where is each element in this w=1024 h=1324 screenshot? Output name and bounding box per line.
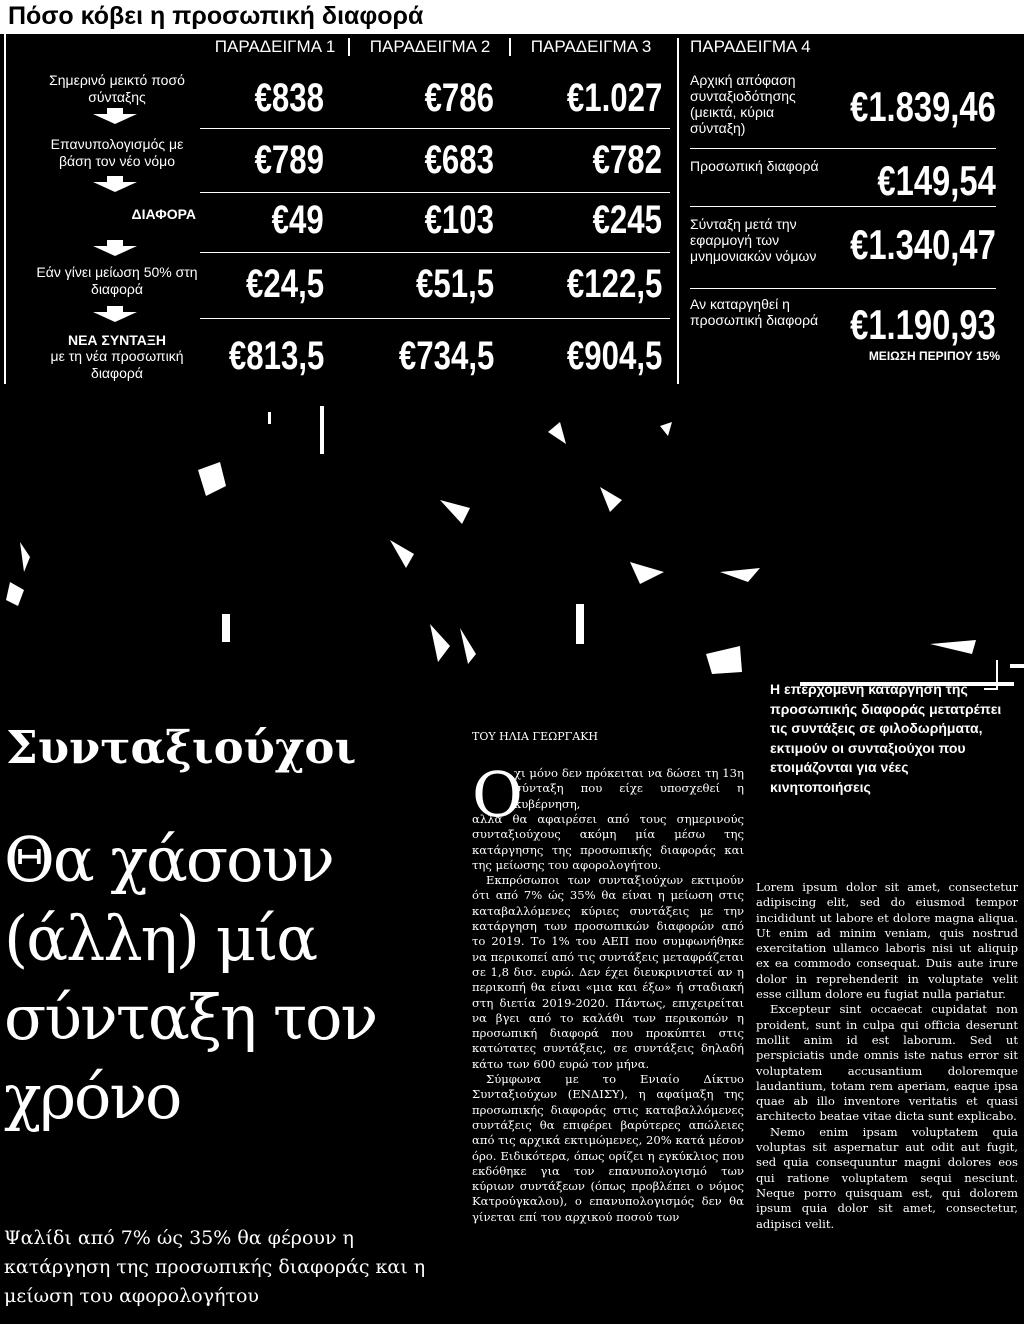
row-separator	[690, 206, 996, 207]
ex4-value-personal-difference: €149,54	[877, 157, 996, 204]
value-ex1-reduction: €24,5	[245, 262, 324, 306]
down-arrow-icon	[93, 176, 137, 192]
down-arrow-icon	[93, 240, 137, 256]
paragraph: Εκπρόσωποι των συνταξιούχων εκτιμούν ότι από 7% ώς 35% θα είναι η μείωση στις καταβαλλόμενες κύριες συντάξεις με την κατάργηση των προσωπικών διαφορών από το 2019. Το 1% του ΑΕΠ που συμφωνήθηκε να περικοπεί από τις συντάξεις μεταφράζεται σε 1,8 δισ. ευρώ. Δεν έχει διευκρινιστεί αν η περικοπή θα είναι «μια και έξω» ή σταδιακή στη διετία 2019-2020. Πάντως, επιχειρείται να βγει από το καλάθι των περικοπών η προσωπική διαφορά που προκύπτει στις κατώτατες συντάξεις, σε συντάξεις δηλαδή κάτω των 600 ευρώ τον μήνα.	[472, 873, 744, 1071]
value-ex3-reduction: €122,5	[566, 262, 662, 306]
quote-border	[984, 688, 998, 690]
value-ex2-current: €786	[424, 76, 494, 120]
reduction-note: ΜΕΙΩΣΗ ΠΕΡΙΠΟΥ 15%	[868, 349, 1000, 363]
value-ex3-new-pension: €904,5	[566, 334, 662, 378]
ex4-label-initial: Αρχική απόφαση συνταξιοδότησης (μεικτά, κύρια σύνταξη)	[690, 72, 796, 136]
ex4-label-after-memoranda: Σύνταξη μετά την εφαρμογή των μνημονιακών νόμων	[690, 216, 817, 264]
value-ex3-current: €1.027	[566, 76, 662, 120]
value-ex2-new-pension: €734,5	[398, 334, 494, 378]
pull-quote: Η επερχόμενη κατάργηση της προσωπικής διαφοράς μετατρέπει τις συντάξεις σε φιλοδωρήματα, εκτιμούν οι συνταξιούχοι που ετοιμάζονται για νέες κινητοποιήσεις	[770, 681, 1002, 795]
example-4-header: ΠΑΡΑΔΕΙΓΜΑ 4	[690, 37, 811, 56]
example-3-header: ΠΑΡΑΔΕΙΓΜΑ 3	[530, 37, 652, 56]
row-separator	[690, 148, 996, 149]
article-column-2	[756, 880, 1018, 1232]
row-label-reduction: Εάν γίνει μείωση 50% στη διαφορά	[36, 264, 198, 297]
value-ex2-reduction: €51,5	[415, 262, 494, 306]
article-column-1	[472, 812, 744, 1225]
row-label-new-pension-title: ΝΕΑ ΣΥΝΤΑΞΗ	[67, 332, 167, 348]
row-label-difference: ΔΙΑΦΟΡΑ	[131, 206, 196, 222]
drop-cap: Ο	[472, 758, 523, 831]
value-ex3-recalc: €782	[592, 138, 662, 182]
infographic-title: Πόσο κόβει η προσωπική διαφορά	[8, 2, 424, 30]
down-arrow-icon	[93, 306, 137, 322]
value-ex3-difference: €245	[592, 198, 662, 242]
paragraph: Lorem ipsum dolor sit amet, consectetur adipiscing elit, sed do eiusmod tempor incididunt ut labore et dolore magna aliqua. Ut enim ad minim veniam, quis nostrud exercitation ullamco laboris nisi ut aliquip ex ea commodo consequat. Duis aute irure dolor in reprehenderit in voluptate velit esse cillum dolore eu fugiat nulla pariatur.	[756, 880, 1018, 1002]
row-separator	[200, 252, 670, 253]
left-border	[4, 34, 6, 384]
row-separator	[200, 128, 670, 129]
ex4-label-abolished: Αν καταργηθεί η προσωπική διαφορά	[690, 296, 819, 328]
paragraph: Excepteur sint occaecat cupidatat non proident, sunt in culpa qui officia deserunt mollit anim id est laborum. Sed ut perspiciatis unde omnis iste natus error sit voluptatem accusantium doloremque laudantium, totam rem aperiam, eaque ipsa quae ab illo inventore veritatis et quasi architecto beatae vitae dicta sunt explicabo.	[756, 1002, 1018, 1124]
row-label-new-pension: με τη νέα προσωπική διαφορά	[50, 348, 184, 381]
ex4-value-after-memoranda: €1.340,47	[850, 221, 996, 268]
paragraph: Σύμφωνα με το Ενιαίο Δίκτυο Συνταξιούχων (ΕΝΔΙΣΥ), η αφαίμαξη της προσωπικής διαφοράς στις καταβαλλόμενες συντάξεις θα επιφέρει βαρύτερες απώλειες από τις αρχικά εκτιμώμενες, 20% κατά μέσον όρο. Ειδικότερα, όπως ορίζει η εγκύκλιος που εκδόθηκε για τον επανυπολογισμό των κύριων συντάξεων (όπως προβλέπει ο νόμος Κατρούγκαλου), ο επανυπολογισμός δεν θα γίνεται επί του αρχικού ποσού των	[472, 1072, 744, 1224]
row-label-current-pension: Σημερινό μεικτό ποσό σύνταξης	[49, 72, 185, 105]
paragraph: Nemo enim ipsam voluptatem quia voluptas sit aspernatur aut odit aut fugit, sed quia consequuntur magni dolores eos qui ratione voluptatem sequi nesciunt. Neque porro quisquam est, qui dolorem ipsum quia dolor sit amet, consectetur, adipisci velit.	[756, 1124, 1018, 1231]
quote-border	[996, 660, 998, 690]
ex4-value-abolished: €1.190,93	[850, 301, 996, 348]
article-headline: Θα χάσουν (άλλη) μία σύνταξη τον χρόνο	[4, 823, 377, 1133]
ex4-label-personal-difference: Προσωπική διαφορά	[690, 158, 819, 174]
row-separator	[200, 192, 670, 193]
value-ex1-recalc: €789	[254, 138, 324, 182]
example-1-header: ΠΑΡΑΔΕΙΓΜΑ 1	[214, 37, 336, 56]
value-ex2-difference: €103	[424, 198, 494, 242]
down-arrow-icon	[93, 108, 137, 124]
row-label-recalculation: Επανυπολογισμός με βάση τον νέο νόμο	[50, 136, 184, 169]
value-ex2-recalc: €683	[424, 138, 494, 182]
row-separator	[690, 288, 996, 289]
article-lead: χι μόνο δεν πρόκειται να δώσει τη 13η σύνταξη που είχε υποσχεθεί η κυβέρνηση,	[514, 766, 744, 811]
example-4-divider	[677, 38, 679, 384]
section-label: Συνταξιούχοι	[6, 721, 357, 774]
byline: ΤΟΥ ΗΛΙΑ ΓΕΩΡΓΑΚΗ	[472, 730, 599, 743]
protest-photo	[0, 392, 1024, 692]
value-ex1-difference: €49	[271, 198, 324, 242]
ex4-value-initial: €1.839,46	[850, 83, 996, 130]
value-ex1-current: €838	[254, 76, 324, 120]
row-separator	[200, 318, 670, 319]
value-ex1-new-pension: €813,5	[228, 334, 324, 378]
example-2-header: ΠΑΡΑΔΕΙΓΜΑ 2	[369, 37, 491, 56]
article-subhead: Ψαλίδι από 7% ώς 35% θα φέρουν η κατάργηση της προσωπικής διαφοράς και η μείωση του αφορολογήτου	[4, 1227, 426, 1307]
paragraph: αλλά θα αφαιρέσει από τους σημερινούς συνταξιούχους ακόμη μία μέσω της κατάργησης της προσωπικής διαφοράς και της μείωσης του αφορολογήτου.	[472, 812, 744, 872]
